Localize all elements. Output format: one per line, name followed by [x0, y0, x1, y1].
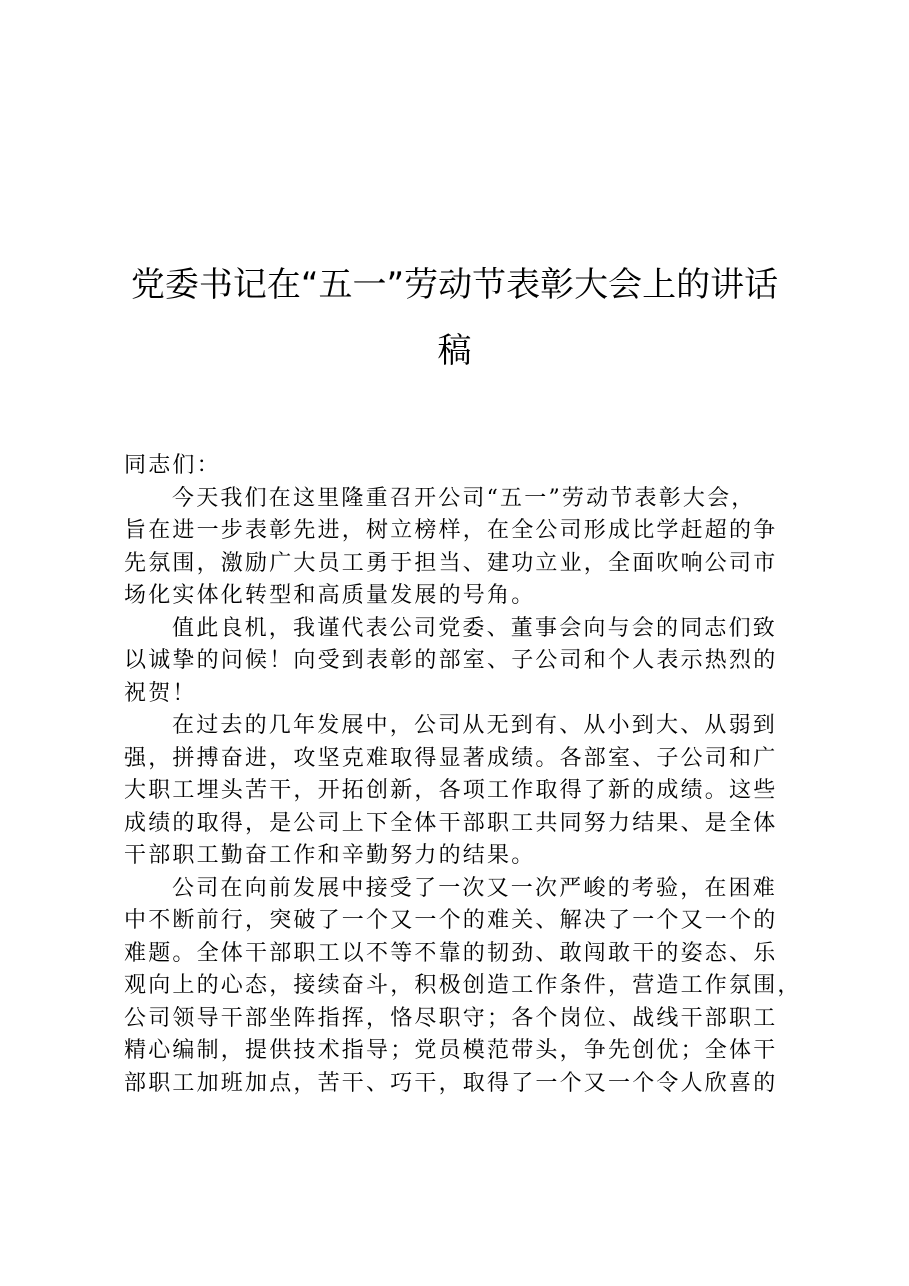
- body-line: 部职工加班加点，苦干、巧干，取得了一个又一个令人欣喜的: [124, 1070, 778, 1096]
- document-title: [100, 252, 809, 384]
- body-line: 祝贺！: [124, 680, 197, 706]
- body-line: 在过去的几年发展中，公司从无到有、从小到大、从弱到: [172, 713, 778, 738]
- body-line: 值此良机，我谨代表公司党委、董事会向与会的同志们致: [172, 615, 778, 641]
- body-line: 中不断前行，突破了一个又一个的难关、解决了一个又一个的: [124, 908, 778, 933]
- body-line: 难题。全体干部职工以不等不靠的韧劲、敢闯敢干的姿态、乐: [124, 940, 778, 966]
- body-line: 旨在进一步表彰先进，树立榜样，在全公司形成比学赶超的争: [124, 518, 778, 543]
- document-body: [124, 450, 800, 1100]
- body-line: 精心编制，提供技术指导；党员模范带头，争先创优；全体干: [124, 1038, 778, 1063]
- body-line: 观向上的心态，接续奋斗，积极创造工作条件，营造工作氛围，: [124, 973, 802, 998]
- body-line: 大职工埋头苦干，开拓创新，各项工作取得了新的成绩。这些: [124, 778, 778, 803]
- body-line: 成绩的取得，是公司上下全体干部职工共同努力结果、是全体: [124, 810, 778, 836]
- body-line: 公司在向前发展中接受了一次又一次严峻的考验，在困难: [172, 875, 778, 901]
- body-line: 今天我们在这里隆重召开公司“五一”劳动节表彰大会，: [172, 485, 756, 511]
- body-line: 强，拼搏奋进，攻坚克难取得显著成绩。各部室、子公司和广: [124, 745, 778, 771]
- body-line: 干部职工勤奋工作和辛勤努力的结果。: [124, 843, 536, 868]
- body-line: 先氛围，激励广大员工勇于担当、建功立业，全面吹响公司市: [124, 550, 778, 576]
- title-line: 稿: [437, 331, 472, 371]
- body-line: 公司领导干部坐阵指挥，恪尽职守；各个岗位、战线干部职工: [124, 1005, 778, 1031]
- title-line: 党委书记在“五一”劳动节表彰大会上的讲话: [130, 265, 779, 305]
- body-line: 以诚挚的问候！向受到表彰的部室、子公司和个人表示热烈的: [124, 648, 778, 673]
- body-line: 场化实体化转型和高质量发展的号角。: [124, 583, 536, 608]
- salutation: 同志们：: [124, 453, 221, 478]
